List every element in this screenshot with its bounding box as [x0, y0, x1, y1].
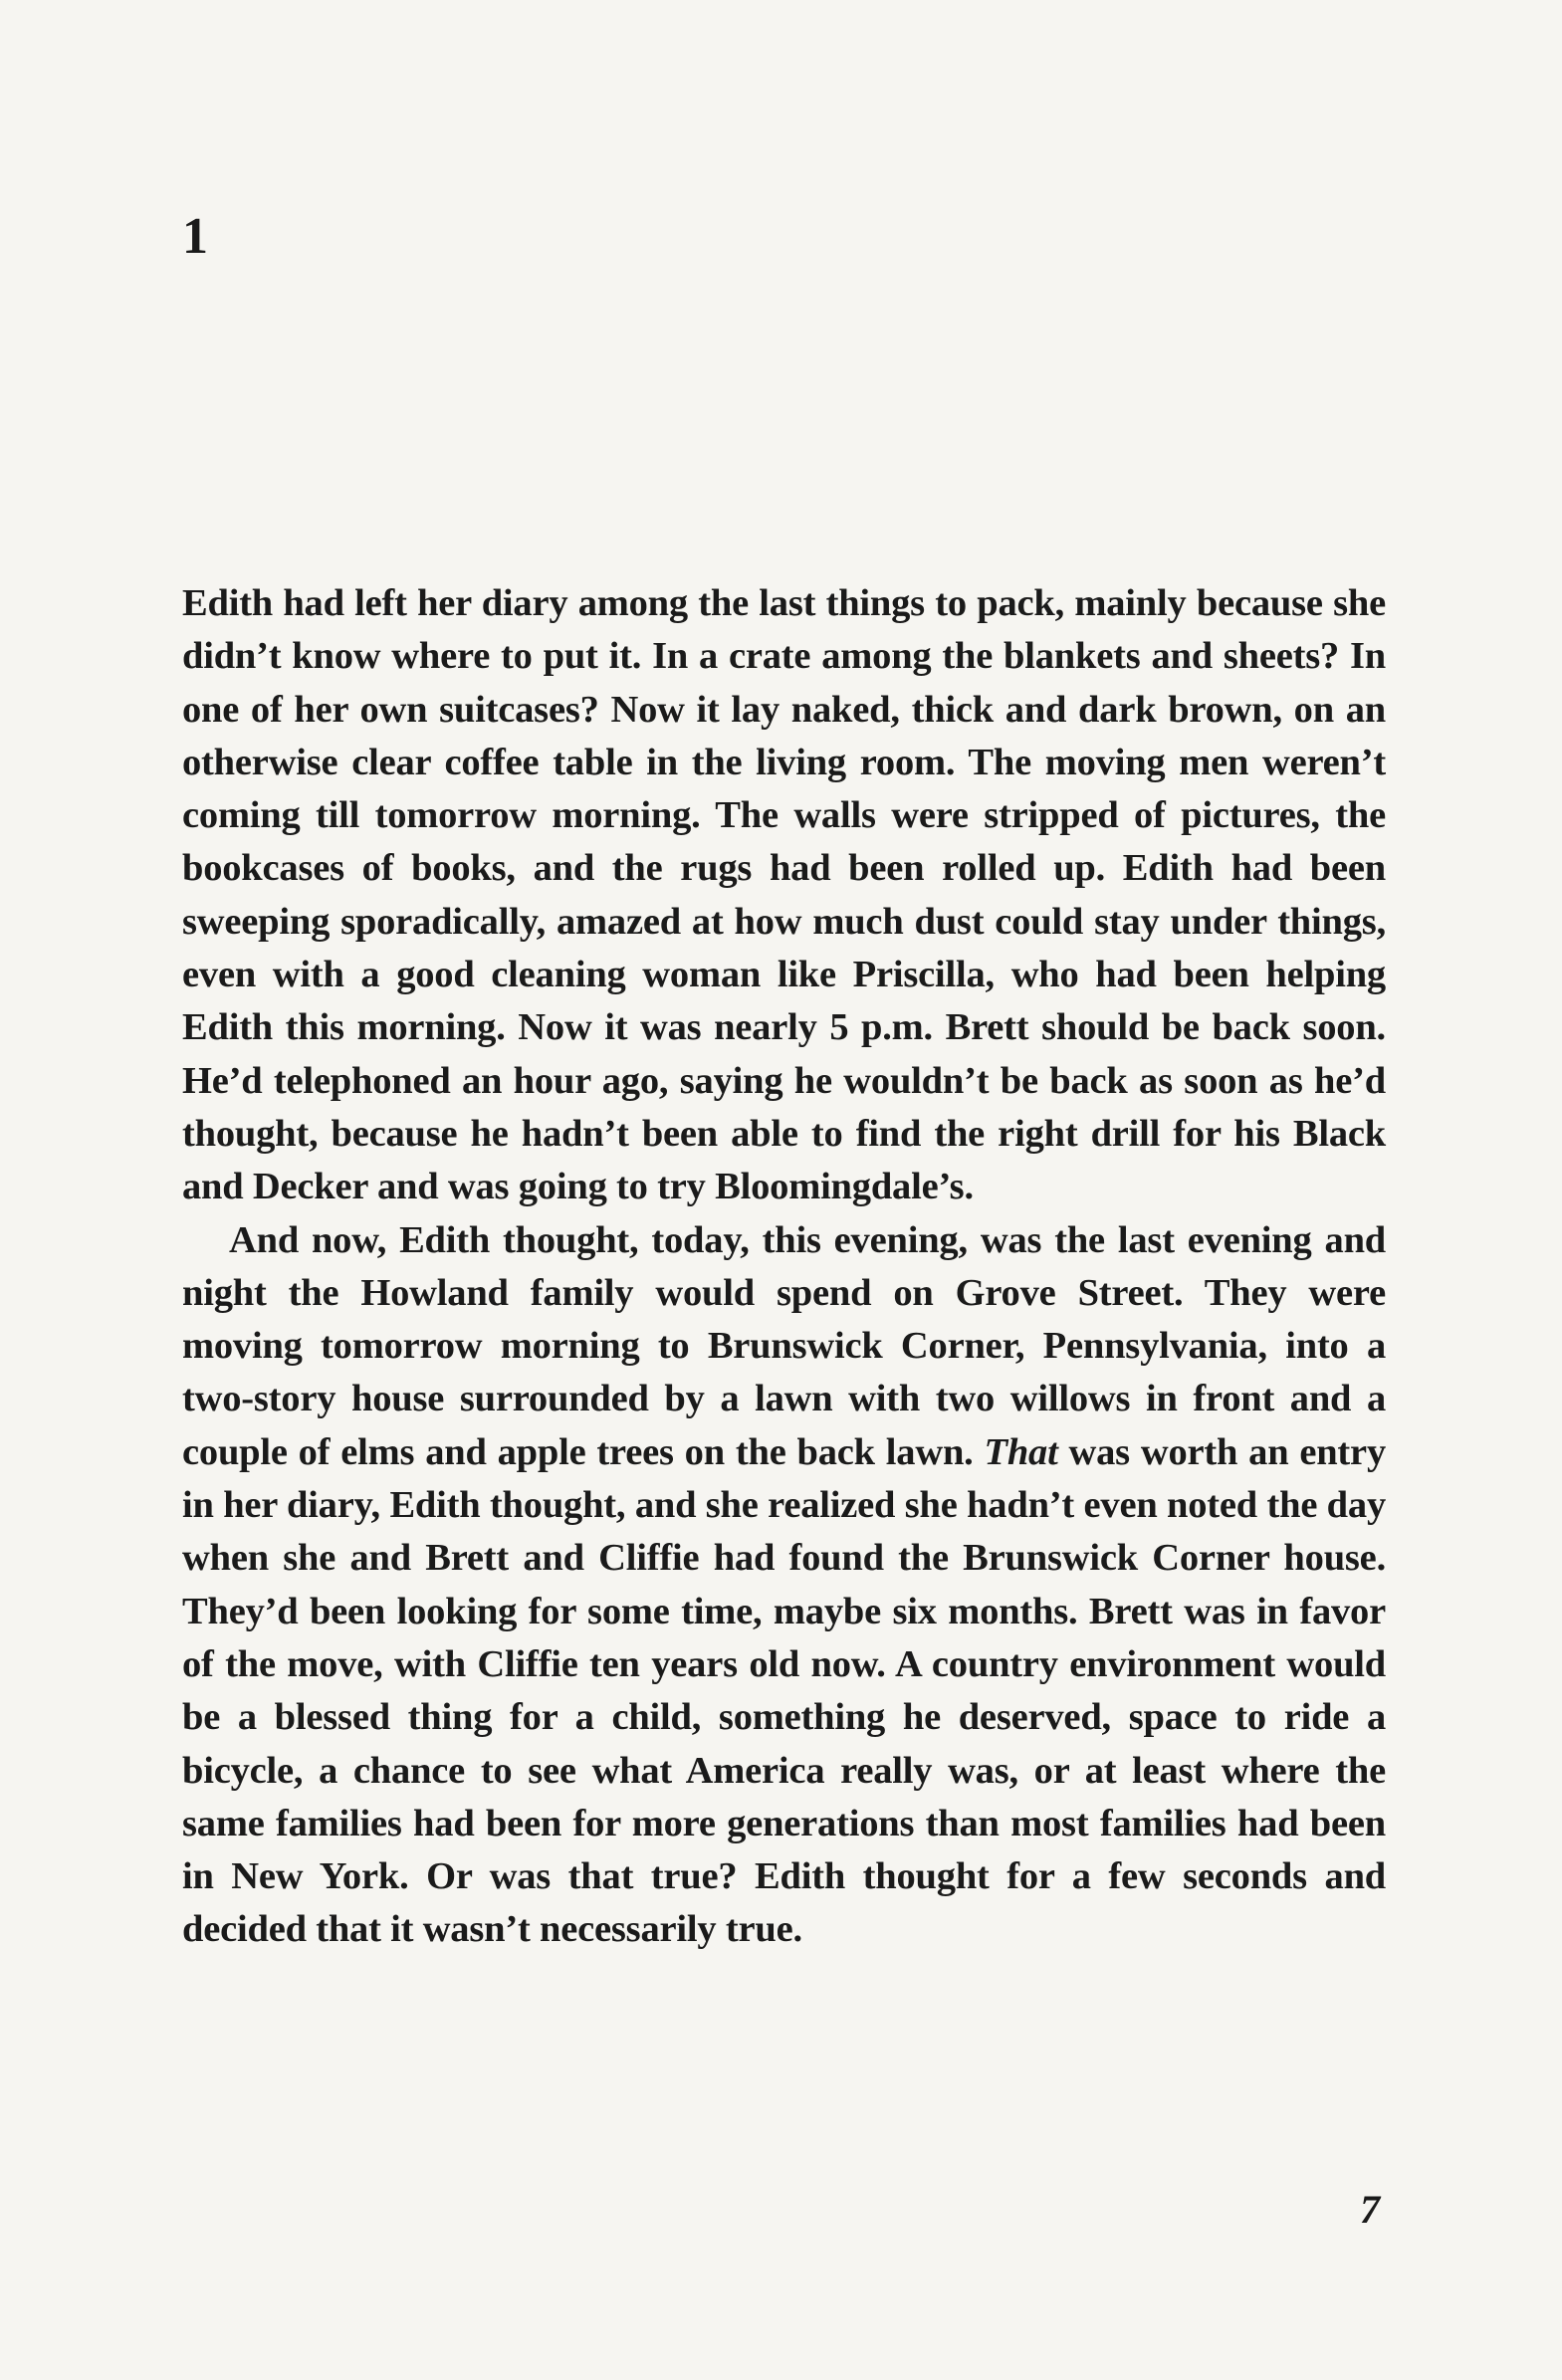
page-number: 7 — [1360, 2187, 1380, 2232]
paragraph-2-text-after: was worth an entry in her diary, Edith thought, and she realized she hadn’t even noted the day when she and Brett and Cliffie had found the Brunswick Corner house. They’d been looking for some time, maybe six months. Brett was in favor of the move, with Cliffie ten years old now. A country environment would be a blessed thing for a child, something he deserved, space to ride a bicycle, a chance to see what America really was, or at least where the same families had been for more generations than most families had been in New York. Or was that true? Edith thought for a few seconds and decided that it wasn’t necessarily true. — [182, 1430, 1386, 1951]
chapter-number: 1 — [182, 208, 208, 265]
paragraph-2-text-before: And now, Edith thought, today, this evening, was the last evening and night the Howland family would spend on Grove Street. They were moving tomorrow morning to Brunswick Corner, Pennsylvania, into a two-story house surrounded by a lawn with two willows in front and a couple of elms and apple trees on the back lawn. — [182, 1218, 1386, 1473]
body-text — [182, 577, 1386, 1957]
paragraph-2 — [182, 1214, 1386, 1957]
paragraph-2-italic-word: That — [984, 1430, 1058, 1473]
paragraph-1: Edith had left her diary among the last things to pack, mainly because she didn’t know where to put it. In a crate among the blankets and sheets? In one of her own suitcases? Now it lay naked, thick and dark brown, on an otherwise clear coffee table in the living room. The moving men weren’t coming till tomorrow morning. The walls were stripped of pictures, the bookcases of books, and the rugs had been rolled up. Edith had been sweeping sporadically, amazed at how much dust could stay under things, even with a good cleaning woman like Priscilla, who had been helping Edith this morning. Now it was nearly 5 p.m. Brett should be back soon. He’d telephoned an hour ago, saying he wouldn’t be back as soon as he’d thought, because he hadn’t been able to find the right drill for his Black and Decker and was going to try Bloomingdale’s. — [182, 582, 1386, 1208]
